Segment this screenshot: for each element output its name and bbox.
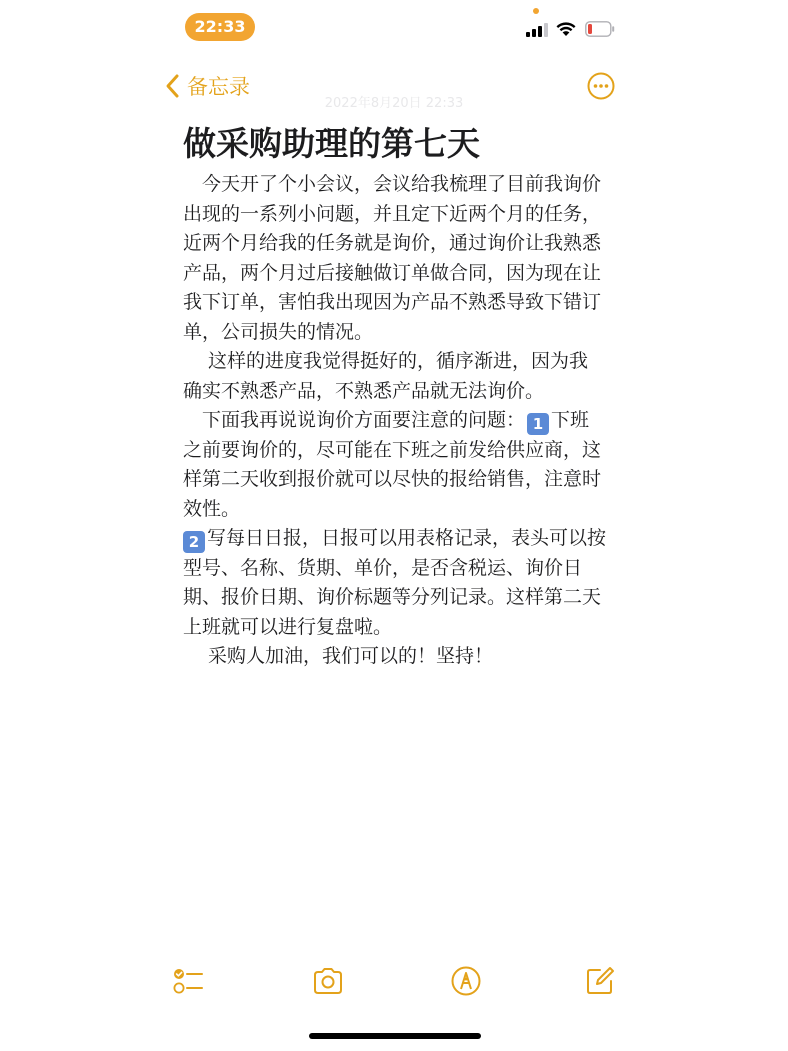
battery-low-icon [585,21,615,37]
notes-screen [163,0,625,1051]
cellular-signal-icon [526,23,548,37]
note-paragraph-4 [183,524,607,642]
checklist-icon[interactable] [171,964,205,998]
note-paragraph-3 [183,406,607,524]
note-paragraph-2: 这样的进度我觉得挺好的，循序渐进，因为我确实不熟悉产品，不熟悉产品就无法询价。 [183,350,589,402]
home-indicator[interactable] [309,1033,481,1039]
note-body[interactable] [183,170,607,672]
note-paragraph-3-rest: 下班之前要询价的，尽可能在下班之前发给供应商，这样第二天收到报价就可以尽快的报给销售，注意时效性。 [183,409,602,520]
compose-icon[interactable] [583,964,617,998]
note-title[interactable]: 做采购助理的第七天 [183,124,480,163]
note-paragraph-4-rest: 写每日日报，日报可以用表格记录，表头可以按型号、名称、货期、单价，是否含税运、询价日期、报价日期、询价标题等分列记录。这样第二天上班就可以进行复盘啦。 [183,527,607,638]
note-paragraph-3-intro: 下面我再说说询价方面要注意的问题： [183,409,526,431]
note-paragraph-1: 今天开了个小会议，会议给我梳理了目前我询价出现的一系列小问题，并且定下近两个月的任务，近两个月给我的任务就是询价，通过询价让我熟悉产品，两个月过后接触做订单做合同，因为现在让我下订单，害怕我出现因为产品不熟悉导致下错订单，公司损失的情况。 [183,173,602,343]
wifi-icon [555,21,577,37]
status-time[interactable]: 22:33 [185,13,255,41]
privacy-indicator-dot [533,8,539,14]
back-button-label: 备忘录 [187,75,250,99]
camera-icon[interactable] [311,964,345,998]
note-date: 2022年8月20日 22:33 [324,96,464,111]
note-paragraph-5: 采购人加油，我们可以的！坚持！ [183,645,494,667]
keycap-one-emoji: 1 [527,413,549,435]
pen-tip-icon[interactable] [449,964,483,998]
keycap-two-emoji: 2 [183,531,205,553]
